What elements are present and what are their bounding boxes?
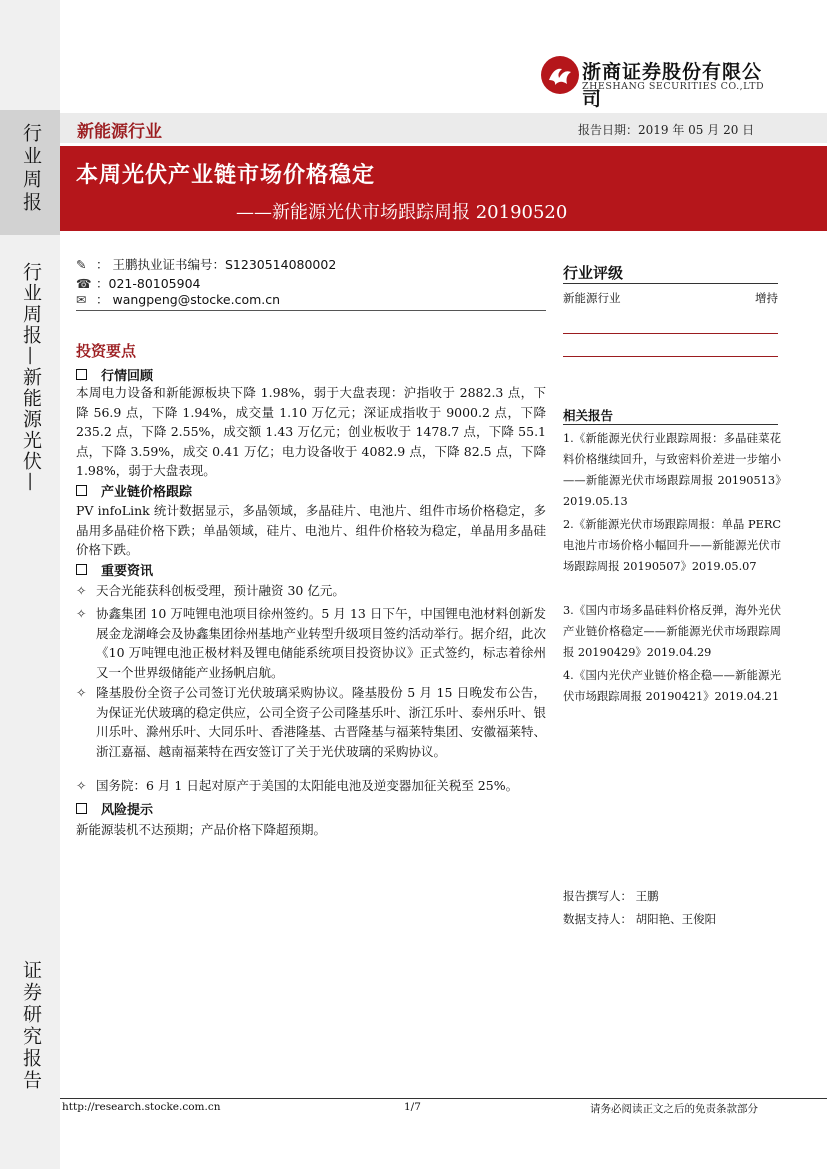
news-item: ✧ 国务院：6 月 1 日起对原产于美国的太阳能电池及逆变器加征关税至 25%。: [96, 776, 546, 796]
sidebar-bottom-label: 证券研究报告: [20, 960, 42, 1092]
sidebar-mid-label: 行业周报—新能源光伏—: [20, 262, 42, 493]
company-logo: [540, 55, 780, 110]
contact-divider: [76, 310, 546, 311]
pen-icon: ✎: [76, 257, 87, 272]
data-supporter: 数据支持人： 胡阳艳、王俊阳: [563, 912, 717, 926]
report-writer: 报告撰写人： 王鹏: [563, 889, 659, 903]
analyst-text: ： 王鹏执业证书编号：S1230514080002: [96, 257, 337, 272]
related-report-item[interactable]: 1.《新能源光伏行业跟踪周报：多晶硅菜花料价格继续回升，与致密料价差进一步缩小——新能源光伏市场跟踪周报 20190513》2019.05.13: [563, 432, 781, 508]
industry-rating-title: 行业评级: [563, 264, 624, 282]
related-reports-title: 相关报告: [563, 408, 614, 423]
rating-line-2: [563, 356, 778, 357]
checkbox-bullet-icon: [76, 369, 87, 380]
related-report-item[interactable]: 4.《国内光伏产业链价格企稳——新能源光伏市场跟踪周报 20190421》2019.04.21: [563, 669, 781, 703]
footer-url[interactable]: http://research.stocke.com.cn: [62, 1101, 221, 1113]
section-title-risk: 风险提示: [76, 799, 153, 818]
footer-disclaimer: 请务必阅读正文之后的免责条款部分: [590, 1103, 758, 1115]
rating-value: 增持: [755, 291, 778, 305]
checkbox-bullet-icon: [76, 485, 87, 496]
section-title-news: 重要资讯: [76, 560, 153, 579]
company-name-cn: 浙商证券股份有限公司: [582, 61, 763, 110]
report-subtitle: ——新能源光伏市场跟踪周报 20190520: [236, 202, 568, 223]
checkbox-bullet-icon: [76, 803, 87, 814]
report-date: 报告日期：2019 年 05 月 20 日: [578, 123, 755, 137]
contact-analyst: [76, 255, 336, 273]
related-report-item[interactable]: 3.《国内市场多晶硅料价格反弹，海外光伏产业链价格稳定——新能源光伏市场跟踪周报 20190429》2019.04.29: [563, 604, 781, 659]
section-title-price-tracking: 产业链价格跟踪: [76, 481, 192, 500]
report-title: 本周光伏产业链市场价格稳定: [76, 162, 376, 188]
footer-divider: [60, 1098, 827, 1099]
rating-line-1: [563, 333, 778, 334]
section-title-market-review: 行情回顾: [76, 365, 153, 384]
diamond-bullet-icon: ✧: [76, 778, 87, 793]
sidebar-top-label: 行业周报: [20, 123, 42, 215]
market-review-paragraph: 本周电力设备和新能源板块下降 1.98%，弱于大盘表现：沪指收于 2882.3 点，下降 56.9 点，下降 1.94%，成交量 1.10 万亿元；深证成指收于 9000.2 点，下降 235.2 点，下降 2.55%，成交额 1.43 万亿元；创业板收于 1478.7 点，下降 55.1 点，下降 3.59%，成交 0.41 万亿；电力设备收于 4082.9 点，下降 82.5 点，下降 1.98%，弱于大盘表现。: [76, 385, 546, 478]
envelope-icon: ✉: [76, 292, 87, 307]
phone-icon: ☎: [76, 276, 92, 291]
diamond-bullet-icon: ✧: [76, 685, 87, 700]
price-tracking-paragraph: PV infoLink 统计数据显示，多晶领域，多晶硅片、电池片、组件市场价格稳定，多晶用多晶硅价格下跌；单晶领域，硅片、电池片、组件价格较为稳定，单晶用多晶硅价格下跌。: [76, 503, 546, 557]
phone-text: ：021-80105904: [96, 276, 201, 291]
diamond-bullet-icon: ✧: [76, 583, 87, 598]
contact-email: [76, 290, 280, 308]
rating-divider: [563, 283, 778, 284]
related-report-item[interactable]: 2.《新能源光伏市场跟踪周报：单晶 PERC 电池片市场价格小幅回升——新能源光伏市场跟踪周报 20190507》2019.05.07: [563, 518, 781, 573]
news-item: ✧ 隆基股份全资子公司签订光伏玻璃采购协议。隆基股份 5 月 15 日晚发布公告，为保证光伏玻璃的稳定供应，公司全资子公司隆基乐叶、浙江乐叶、泰州乐叶、银川乐叶、滁州乐叶、大同乐叶、香港隆基、古晋隆基与福莱特集团、安徽福莱特、浙江嘉福、越南福莱特在西安签订了关于光伏玻璃的采购协议。: [76, 685, 547, 759]
zheshang-logo-icon: [540, 55, 580, 95]
diamond-bullet-icon: ✧: [76, 606, 87, 621]
news-item: ✧ 天合光能获科创板受理，预计融资 30 亿元。: [96, 581, 546, 601]
rating-row: [563, 290, 778, 306]
page-number: 1/7: [404, 1101, 421, 1113]
sector-label: 新能源行业: [77, 122, 162, 142]
email-text[interactable]: ： wangpeng@stocke.com.cn: [96, 292, 281, 307]
checkbox-bullet-icon: [76, 564, 87, 575]
news-item: ✧ 协鑫集团 10 万吨锂电池项目徐州签约。5 月 13 日下午，中国锂电池材料创新发展金龙湖峰会及协鑫集团徐州基地产业转型升级项目签约活动举行。据介绍，此次《10 万吨锂电池正极材料及锂电储能系统项目投资协议》正式签约，标志着徐州又一个世界级储能产业扬帆启航。: [76, 606, 547, 680]
related-divider: [563, 424, 778, 425]
company-name-en: ZHESHANG SECURITIES CO.,LTD: [582, 81, 765, 92]
investment-highlights-heading: 投资要点: [76, 342, 137, 360]
risk-paragraph: 新能源装机不达预期；产品价格下降超预期。: [76, 822, 327, 837]
rating-industry: 新能源行业: [563, 291, 621, 305]
